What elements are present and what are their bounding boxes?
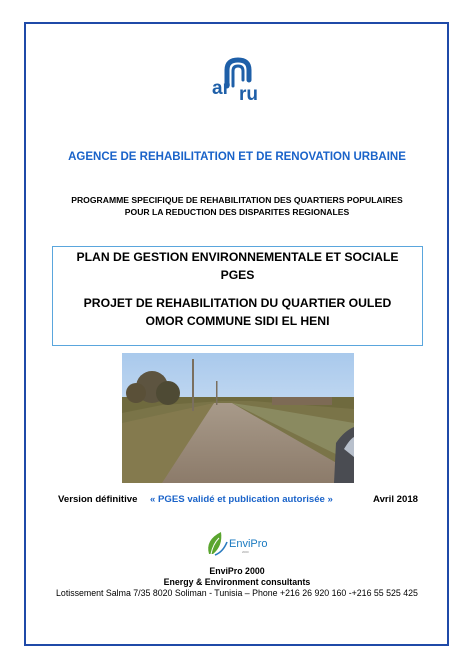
title-line-1: PLAN DE GESTION ENVIRONNEMENTALE ET SOCIALE [76,250,399,264]
envipro-logo-subtext: 2000 [242,550,249,554]
arru-logo [210,56,266,102]
svg-text:ru: ru [239,84,258,102]
agency-name: AGENCE DE REHABILITATION ET DE RENOVATION URBAINE [68,151,406,163]
program-title [0,194,474,218]
envipro-logo-text: EnviPro [229,538,268,550]
title-line-4: OMOR COMMUNE SIDI EL HENI [145,314,330,328]
title-line-2: PGES [220,268,255,282]
document-title-box [52,246,423,346]
road-photo [122,353,354,483]
company-address: Lotissement Salma 7/35 8020 Soliman - Tunisia – Phone +216 26 920 160 -+216 55 525 425 [56,588,418,598]
title-line-3: PROJET DE REHABILITATION DU QUARTIER OULED [83,296,392,310]
svg-text:ar: ar [212,78,230,99]
version-status: « PGES validé et publication autorisée » [150,494,333,505]
version-date: Avril 2018 [373,494,418,505]
company-tagline: Energy & Environment consultants [163,577,311,587]
version-label: Version définitive [58,494,138,505]
program-line-2: POUR LA REDUCTION DES DISPARITES REGIONALES [124,207,350,217]
company-name: EnviPro 2000 [209,566,265,576]
program-line-1: PROGRAMME SPECIFIQUE DE REHABILITATION DES QUARTIERS POPULAIRES [71,195,403,205]
company-block [0,566,474,599]
